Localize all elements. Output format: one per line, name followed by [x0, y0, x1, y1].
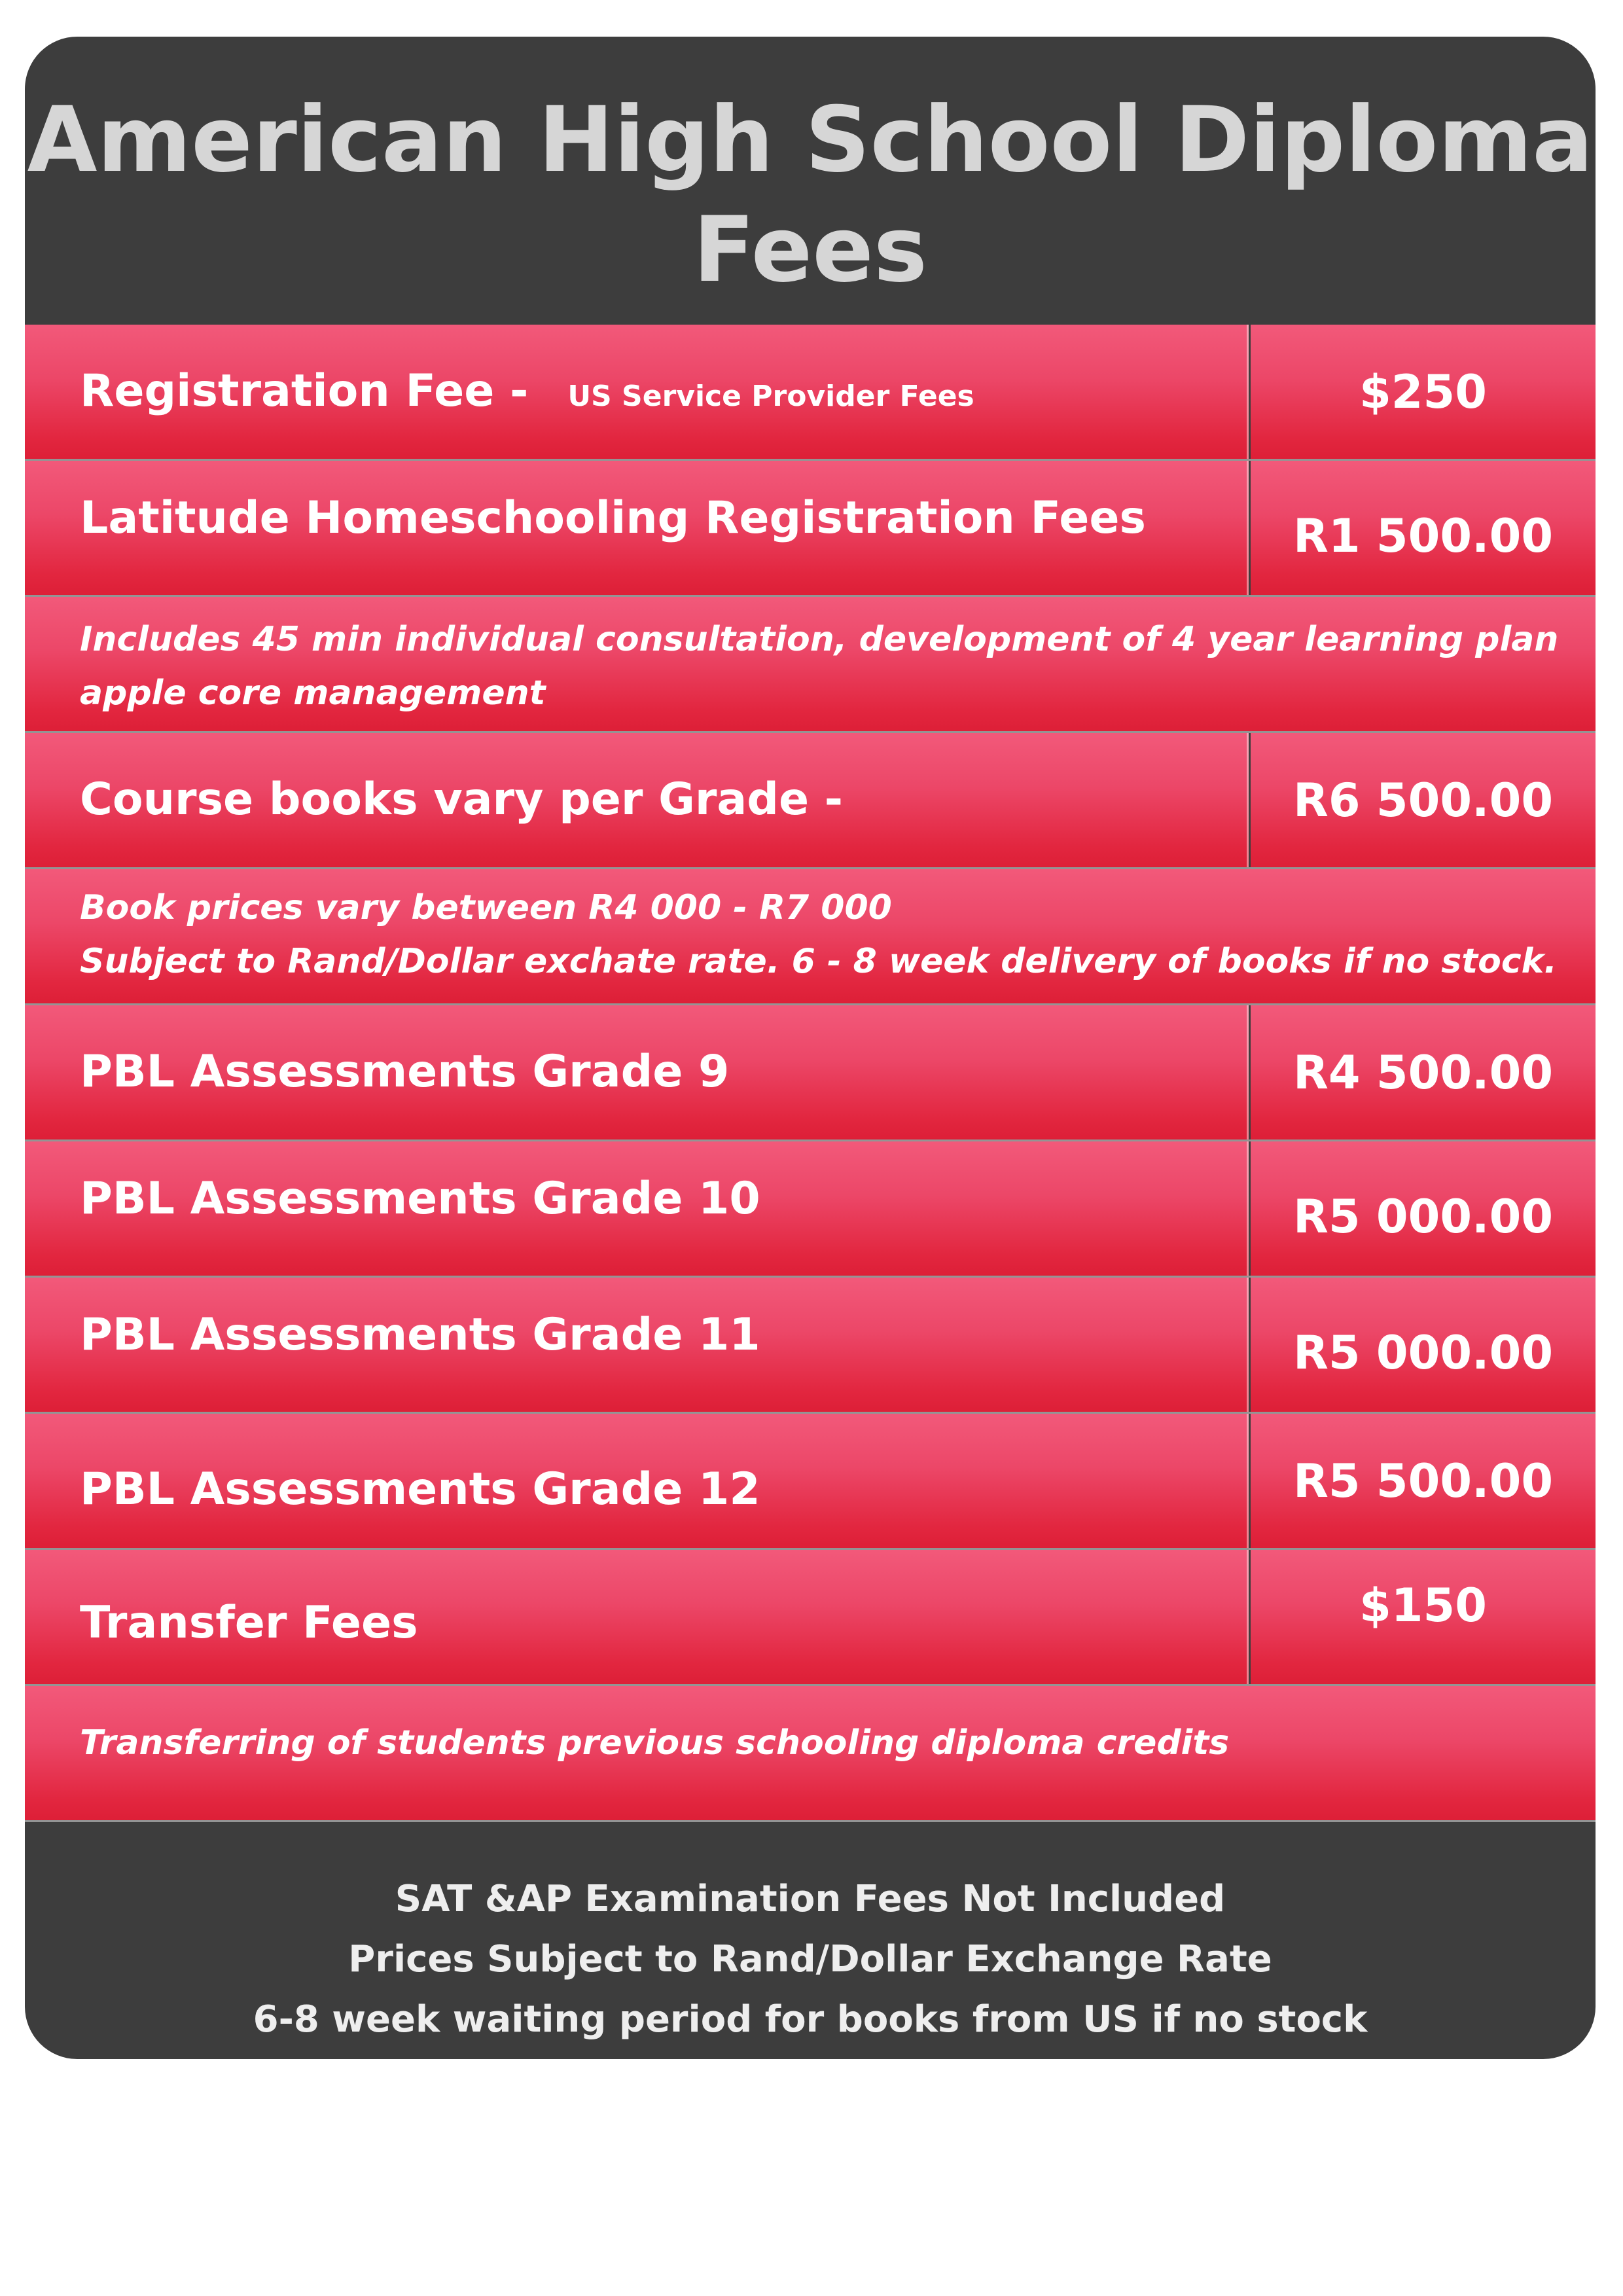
fee-note-books	[25, 869, 1596, 1005]
fee-value: $250	[1359, 365, 1487, 419]
note-line-2: Subject to Rand/Dollar exchate rate. 6 - 8 week delivery of books if no stock.	[80, 942, 1557, 981]
fee-row-course-books	[25, 733, 1596, 869]
fee-label: PBL Assessments Grade 10	[80, 1173, 760, 1225]
title-line-1: American High School Diploma	[27, 87, 1594, 192]
fee-label-cell	[25, 1141, 1249, 1276]
fee-label: PBL Assessments Grade 12	[80, 1463, 760, 1515]
fee-value-cell	[1251, 325, 1596, 459]
fee-sublabel: US Service Provider Fees	[567, 380, 974, 413]
footer-notes	[25, 1869, 1596, 2050]
fee-label: PBL Assessments Grade 11	[80, 1309, 760, 1361]
fee-value-cell	[1251, 1414, 1596, 1548]
fee-note-cell	[25, 597, 1596, 731]
note-line-1: Transferring of students previous schooling diploma credits	[80, 1723, 1230, 1763]
fee-row-registration	[25, 325, 1596, 461]
note-line-1: Includes 45 min individual consultation, development of 4 year learning plan	[80, 620, 1559, 659]
fee-value: R5 500.00	[1293, 1454, 1554, 1508]
fee-row-transfer	[25, 1550, 1596, 1686]
footer-line-1: SAT &AP Examination Fees Not Included	[395, 1878, 1226, 1920]
fee-value: $150	[1359, 1579, 1487, 1632]
fee-value: R4 500.00	[1293, 1046, 1554, 1100]
fee-value-cell	[1251, 733, 1596, 867]
fee-note-transfer	[25, 1686, 1596, 1822]
fee-value: R5 000.00	[1293, 1326, 1554, 1380]
fee-label-cell	[25, 733, 1249, 867]
fee-value-cell	[1251, 1005, 1596, 1139]
fees-card	[25, 37, 1596, 2059]
fee-row-pbl-grade-12	[25, 1414, 1596, 1550]
fee-label: Transfer Fees	[80, 1597, 418, 1649]
fee-label-cell	[25, 1278, 1249, 1412]
fee-value: R1 500.00	[1293, 509, 1554, 563]
fee-value: R6 500.00	[1293, 774, 1554, 827]
fee-value-cell	[1251, 1278, 1596, 1412]
note-line-2: apple core management	[80, 673, 546, 713]
fee-label: Latitude Homeschooling Registration Fees	[80, 492, 1146, 544]
fee-value-cell	[1251, 461, 1596, 595]
footer-line-3: 6-8 week waiting period for books from US if no stock	[253, 1998, 1368, 2041]
fee-label: Registration Fee -	[80, 365, 529, 417]
fee-label-cell	[25, 1414, 1249, 1548]
fee-note-consultation	[25, 597, 1596, 733]
fee-value: R5 000.00	[1293, 1190, 1554, 1244]
fee-row-pbl-grade-11	[25, 1278, 1596, 1414]
title-line-2: Fees	[692, 197, 927, 302]
fee-label: Course books vary per Grade -	[80, 774, 843, 825]
footer-line-2: Prices Subject to Rand/Dollar Exchange Rate	[348, 1938, 1272, 1981]
fee-label: PBL Assessments Grade 9	[80, 1046, 730, 1098]
note-line-1: Book prices vary between R4 000 - R7 000	[80, 888, 892, 927]
fee-note-cell	[25, 869, 1596, 1003]
fee-label-cell	[25, 1550, 1249, 1684]
page-title	[25, 85, 1596, 305]
fee-row-pbl-grade-9	[25, 1005, 1596, 1141]
fee-row-pbl-grade-10	[25, 1141, 1596, 1278]
fee-label-cell	[25, 461, 1249, 595]
fee-note-cell	[25, 1686, 1596, 1820]
fee-label-cell	[25, 325, 1249, 459]
fee-value-cell	[1251, 1550, 1596, 1684]
fee-value-cell	[1251, 1141, 1596, 1276]
fee-row-latitude	[25, 461, 1596, 597]
fee-label-cell	[25, 1005, 1249, 1139]
